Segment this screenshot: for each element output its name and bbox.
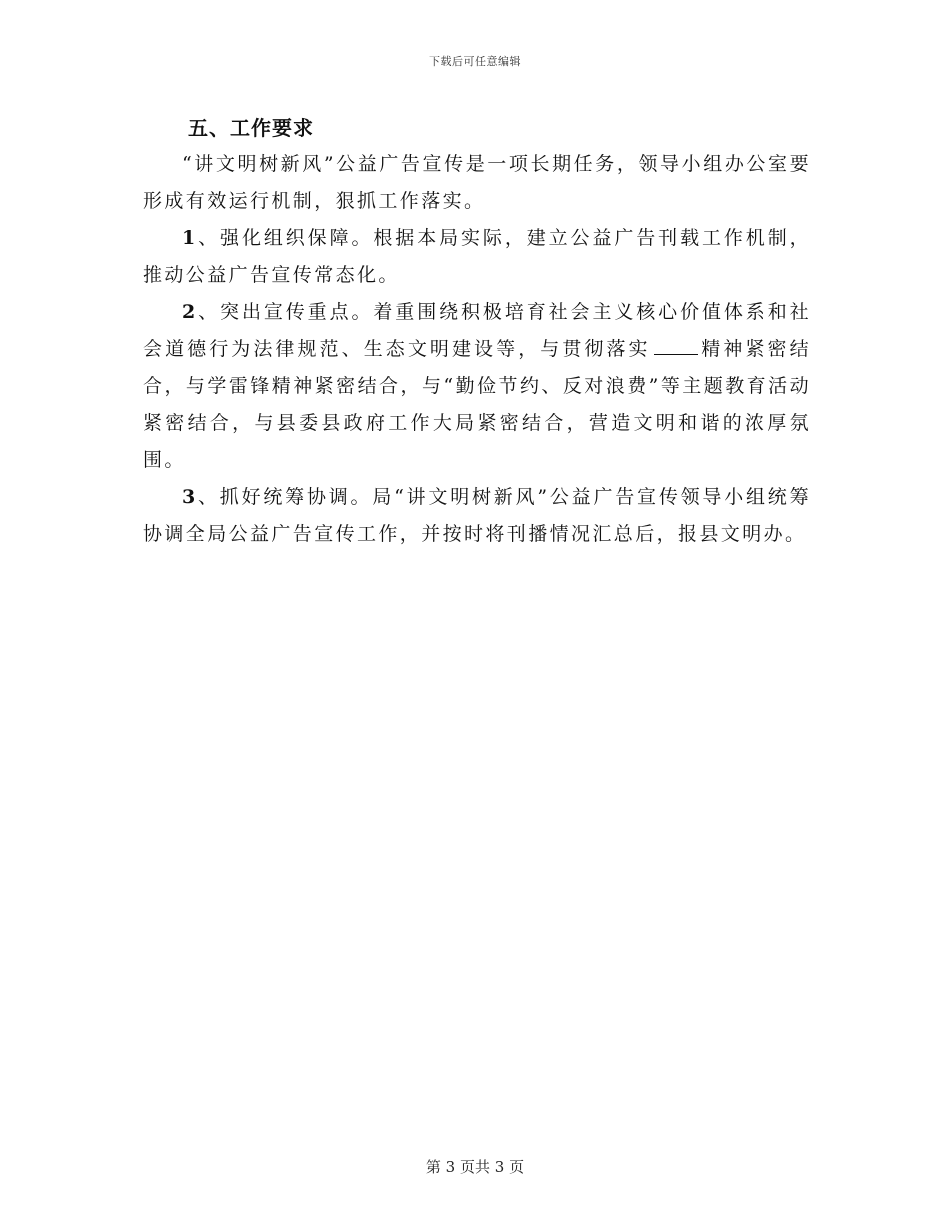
item-3-text: 、抓好统筹协调。局“讲文明树新风”公益广告宣传领导小组统筹协调全局公益广告宣传工作，并按时将刊播情况汇总后，报县文明办。 [143,486,811,545]
item-1-number: 1 [182,227,198,249]
item-3-number: 3 [182,486,198,508]
item-2 [143,294,811,479]
item-1 [143,220,811,294]
item-2-text-before: 、突出宣传重点。着重围绕积极培育社会主义核心价值体系和社会道德行为法律规范、生态文明建设等，与贯彻落实 [143,301,811,360]
fill-in-blank [654,336,698,355]
item-3 [143,479,811,553]
page-footer: 第 3 页共 3 页 [425,1158,525,1176]
section-intro: “讲文明树新风”公益广告宣传是一项长期任务，领导小组办公室要形成有效运行机制，狠抓工作落实。 [143,153,811,212]
item-2-text-after: 精神紧密结合，与学雷锋精神紧密结合，与“勤俭节约、反对浪费”等主题教育活动紧密结合，与县委县政府工作大局紧密结合，营造文明和谐的浓厚氛围。 [143,338,811,471]
page-header: 下载后可任意编辑 [429,55,521,68]
section-title: 五、工作要求 [188,116,314,140]
item-2-number: 2 [182,301,198,323]
document-body [143,110,811,553]
item-1-text: 、强化组织保障。根据本局实际，建立公益广告刊载工作机制，推动公益广告宣传常态化。 [143,227,811,286]
